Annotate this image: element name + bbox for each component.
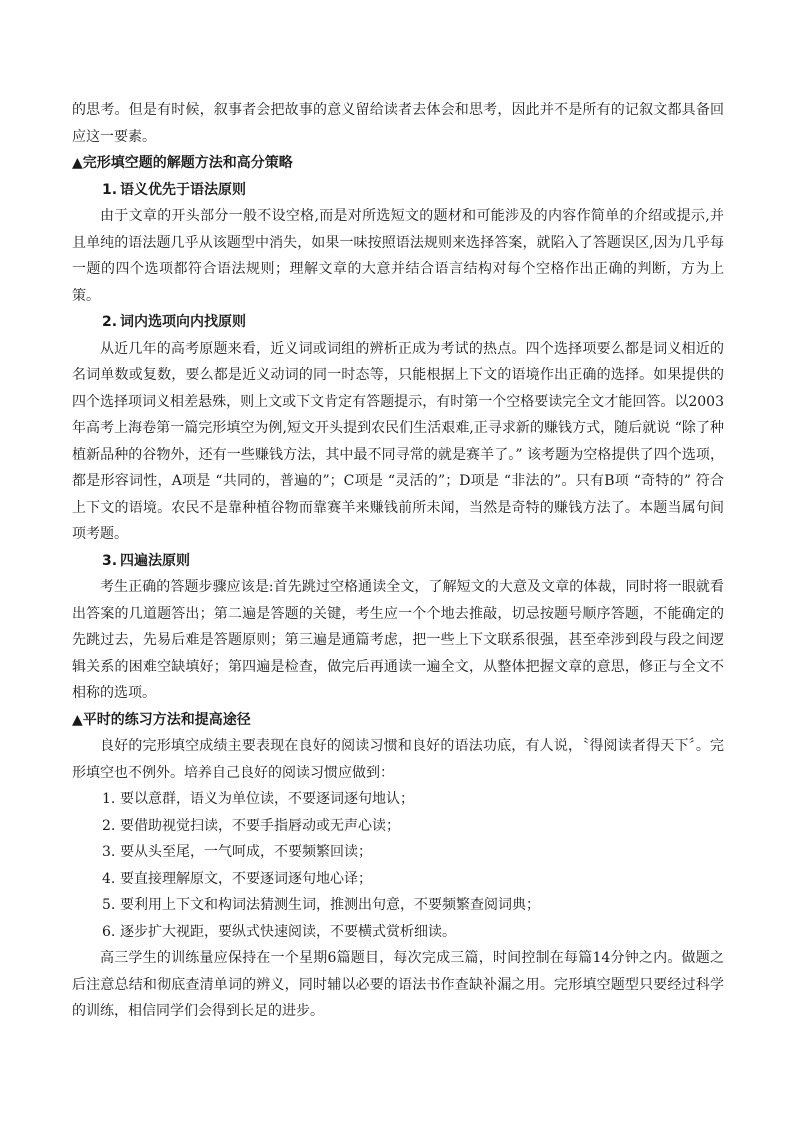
intro-paragraph: 的思考。但是有时候，叙事者会把故事的意义留给读者去体会和思考，因此并不是所有的记叙文都具备回应这一要素。 (72, 102, 724, 145)
paragraph-word-choice: 从近几年的高考原题来看，近义词或词组的辨析正成为考试的热点。四个选择项要么都是词义相近的名词单数或复数，要么都是近义动词的同一时态等，只能根据上下文的语境作出正确的选择。如果提供的四个选择项词义相差悬殊，则上文或下文肯定有答题提示，有时第一个空格要读完全文才能回答。以2003年高考上海卷第一篇完形填空为例,短文开头提到农民们生活艰难,正寻求新的赚钱方式，随后就说 “除了种植新品种的谷物外，还有一些赚钱方法，其中最不同寻常的就是赛羊了。” 该考题为空格提供了四个选项，都是形容词性，A项是 “共同的，普遍的”；C项是 “灵活的”；D项是 “非法的”。只有B项 “奇特的” 符合上下文的语境。农民不是靠种植谷物而靠赛羊来赚钱前所未闻，当然是奇特的赚钱方法了。本题当属句间项考题。 (72, 340, 724, 542)
list-item (72, 919, 724, 946)
subheading-title: 语义优先于语法原则 (120, 181, 246, 198)
subheading-title: 词内选项向内找原则 (120, 314, 246, 330)
paragraph-practice-lead: 良好的完形填空成绩主要表现在良好的阅读习惯和良好的语法功底，有人说，〝得阅读者得天下〞。完形填空也不例外。培养自己良好的阅读习惯应做到： (72, 738, 724, 781)
paragraph-closing: 高三学生的训练量应保持在一个星期6篇题目，每次完成三篇，时间控制在每篇14分钟之内。做题之后注意总结和彻底查清单词的辨义，同时辅以必要的语法书作查缺补漏之用。完形填空题型只要经过科学的训练，相信同学们会得到长足的进步。 (72, 950, 724, 1019)
list-item (72, 866, 724, 893)
subheading-number: 1. (102, 181, 118, 198)
subheading-semantic-priority (72, 177, 724, 204)
subheading-number: 3. (102, 552, 118, 569)
subheading-title: 四遍法原则 (120, 552, 190, 569)
list-item-number: 4. (102, 870, 116, 887)
list-item-number: 2. (102, 817, 116, 834)
document-page (72, 97, 724, 1025)
section-heading-strategies: ▲完形填空题的解题方法和高分策略 (72, 155, 293, 171)
list-item (72, 813, 724, 840)
subheading-word-choice (72, 309, 724, 336)
list-item (72, 839, 724, 866)
list-item-text: 逐步扩大视距，要纵式快速阅读，不要横式赏析细读。 (120, 923, 456, 940)
list-item (72, 786, 724, 813)
paragraph-semantic-priority: 由于文章的开头部分一般不设空格,而是对所选短文的题材和可能涉及的内容作简单的介绍或提示,并且单纯的语法题几乎从该题型中消失，如果一味按照语法规则来选择答案，就陷入了答题误区,因为几乎每一题的四个选项都符合语法规则；理解文章的大意并结合语言结构对每个空格作出正确的判断，方为上策。 (72, 208, 724, 304)
list-item-number: 6. (102, 923, 116, 940)
list-item (72, 892, 724, 919)
list-item-text: 要直接理解原文，不要逐词逐句地心译； (120, 870, 372, 887)
list-item-text: 要借助视觉扫读，不要手指唇动或无声心读； (120, 817, 400, 834)
list-item-number: 5. (102, 897, 116, 913)
section-heading-practice: ▲平时的练习方法和提高途径 (72, 711, 251, 728)
subheading-number: 2. (102, 314, 118, 330)
list-item-text: 要从头至尾，一气呵成，不要频繁回读； (120, 844, 372, 860)
list-item-text: 要利用上下文和构词法猜测生词，推测出句意，不要频繁查阅词典； (120, 897, 540, 913)
list-item-number: 3. (102, 844, 116, 860)
list-item-number: 1. (102, 791, 116, 807)
list-item-text: 要以意群，语义为单位读，不要逐词逐句地认； (120, 791, 414, 807)
paragraph-four-pass: 考生正确的答题步骤应该是:首先跳过空格通读全文，了解短文的大意及文章的体裁，同时将一眼就看出答案的几道题答出；第二遍是答题的关键，考生应一个个地去推敲，切忌按题号顺序答题，不能确定的先跳过去，先易后难是答题原则；第三遍是通篇考虑，把一些上下文联系很强，甚至牵涉到段与段之间逻辑关系的困难空缺填好；第四遍是检查，做完后再通读一遍全文，从整体把握文章的意思，修正与全文不相称的选项。 (72, 579, 724, 701)
subheading-four-pass (72, 548, 724, 575)
